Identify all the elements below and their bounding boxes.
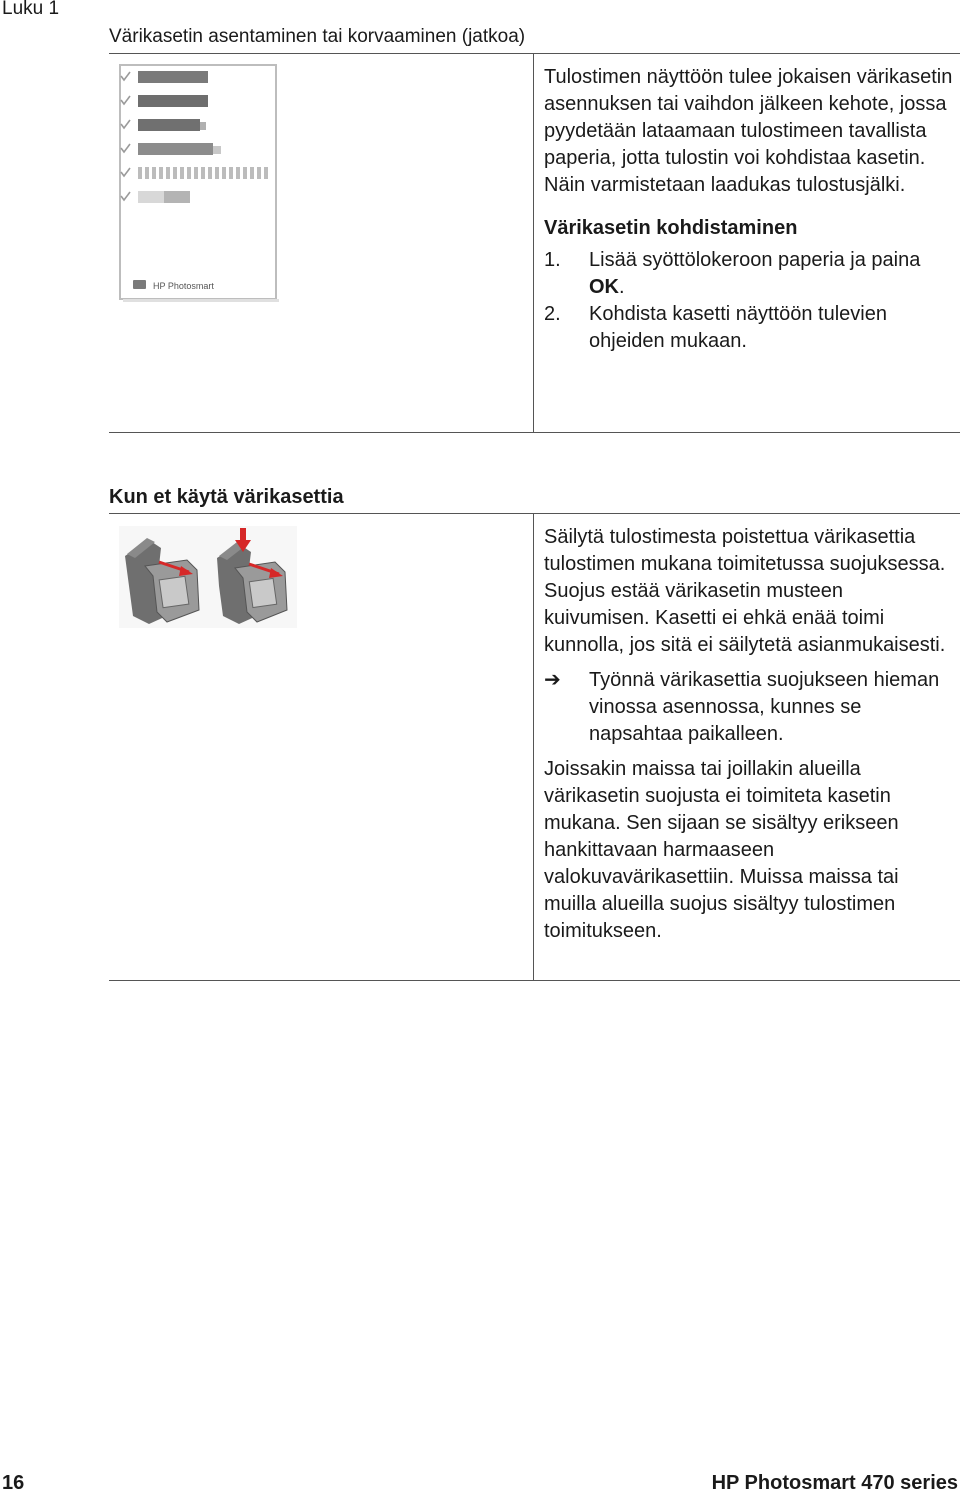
alignment-table [109,53,960,433]
page-number: 16 [2,1472,25,1494]
tip-text: Työnnä värikasettia suojukseen hieman vinossa asennossa, kunnes se napsahtaa paikalleen. [589,669,940,745]
list-item: 2. Kohdista kasetti näyttöön tulevien ohjeiden mukaan. [544,303,887,352]
alignment-subheading: Värikasetin kohdistaminen [544,217,798,239]
ok-button-label: OK [589,276,619,298]
chapter-label: Luku 1 [2,0,60,19]
column-divider [533,54,534,432]
alignment-text-column [544,64,954,355]
list-item: 1. Lisää syöttölokeroon paperia ja paina OK. [544,249,921,298]
section-heading: Kun et käytä värikasettia [109,486,344,508]
alignment-intro: Tulostimen näyttöön tulee jokaisen värikasetin asennuksen tai vaihdon jälkeen kehote, jossa pyydetään lataamaan tulostimeen tavallista paperia, jotta tulostin voi kohdistaa kasetin. Näin varmistetaan laadukas tulostusjälki. [544,66,953,196]
continued-section-title: Värikasetin asentaminen tai korvaaminen (jatkoa) [109,26,526,47]
cartridge-protector-illustration [119,526,297,628]
storage-tip [544,667,954,748]
product-name: HP Photosmart 470 series [711,1472,958,1494]
storage-paragraph-1: Säilytä tulostimesta poistettua värikasettia tulostimen mukana toimitetussa suojuksessa. Suojus estää värikasetin musteen kuivumisen. Kasetti ei ehkä enää toimi kunnolla, jos sitä ei säilytetä asianmukaisesti. [544,526,946,656]
alignment-steps [544,247,954,355]
storage-paragraph-2: Joissakin maissa tai joillakin alueilla värikasetin suojusta ei toimiteta kasetin mukana. Sen sijaan se sisältyy erikseen hankittavaan harmaaseen valokuvavärikasettiin. Muissa maissa tai muilla alueilla suojus sisältyy tulostimen toimitukseen. [544,758,899,942]
arrow-right-icon: ➔ [544,669,561,691]
hp-photosmart-logo: HP Photosmart [153,281,214,291]
storage-table [109,513,960,981]
alignment-page-illustration [117,62,282,304]
storage-text-column [544,524,954,945]
column-divider [533,514,534,980]
